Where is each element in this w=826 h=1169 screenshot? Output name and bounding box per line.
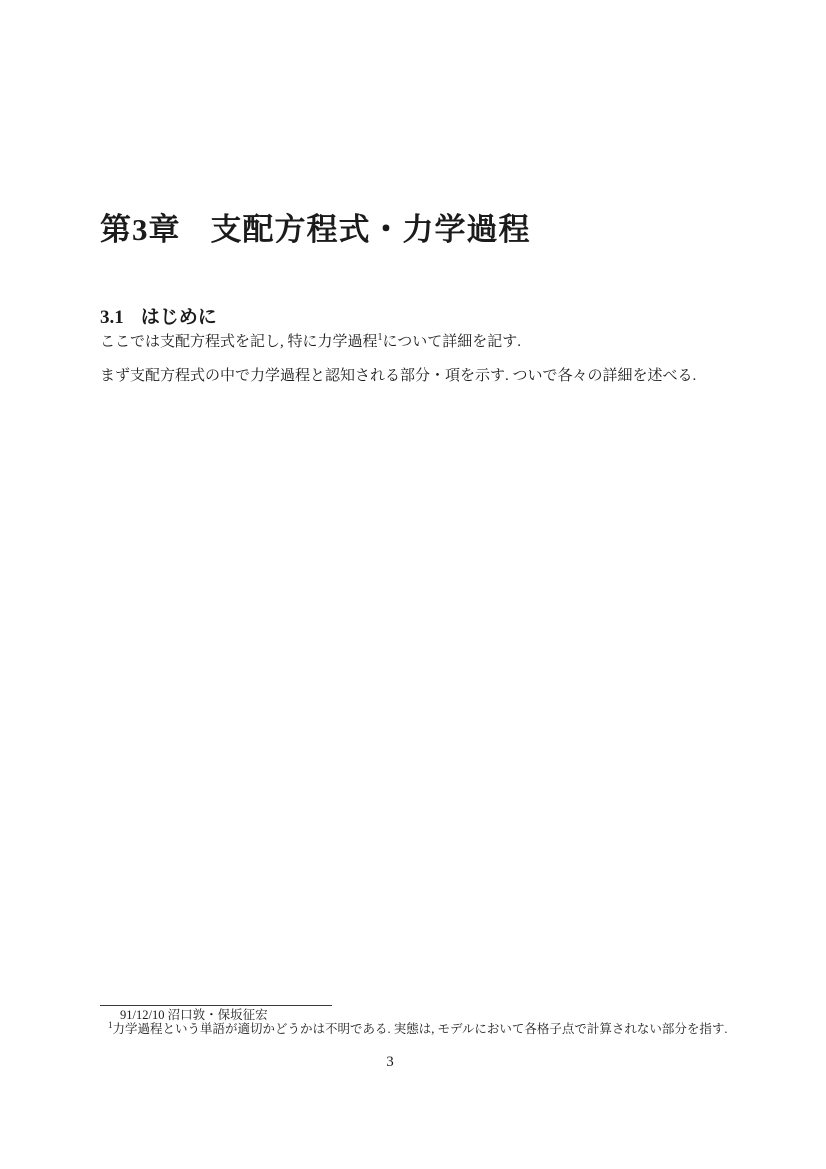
chapter-heading [100,211,531,248]
paragraph-1-text-continued: について詳細を記す. [382,334,521,350]
footnote-reference-1: 1 [377,332,383,343]
attribution-line: 91/12/10 沼口敦・保坂征宏 [120,1008,268,1022]
section-number: 3.1 [100,306,124,328]
footnote-rule [100,1005,332,1006]
chapter-number: 第3章 [100,211,181,247]
footnote-1-marker: 1 [108,1019,113,1030]
chapter-title: 支配方程式・力学過程 [210,211,531,247]
page-number: 3 [386,1054,394,1070]
paragraph-1 [100,333,700,353]
footnote-1-text: 力学過程という単語が適切かどうかは不明である. 実態は, モデルにおいて各格子点で計算されない部分を指す. [112,1022,728,1036]
section-heading [100,307,217,330]
paragraph-2: まず支配方程式の中で力学過程と認知される部分・項を示す. ついで各々の詳細を述べる. [100,368,697,384]
paragraph-1-text: ここでは支配方程式を記し, 特に力学過程 [100,334,378,350]
footnote-1 [100,1019,740,1038]
section-title: はじめに [140,306,217,328]
